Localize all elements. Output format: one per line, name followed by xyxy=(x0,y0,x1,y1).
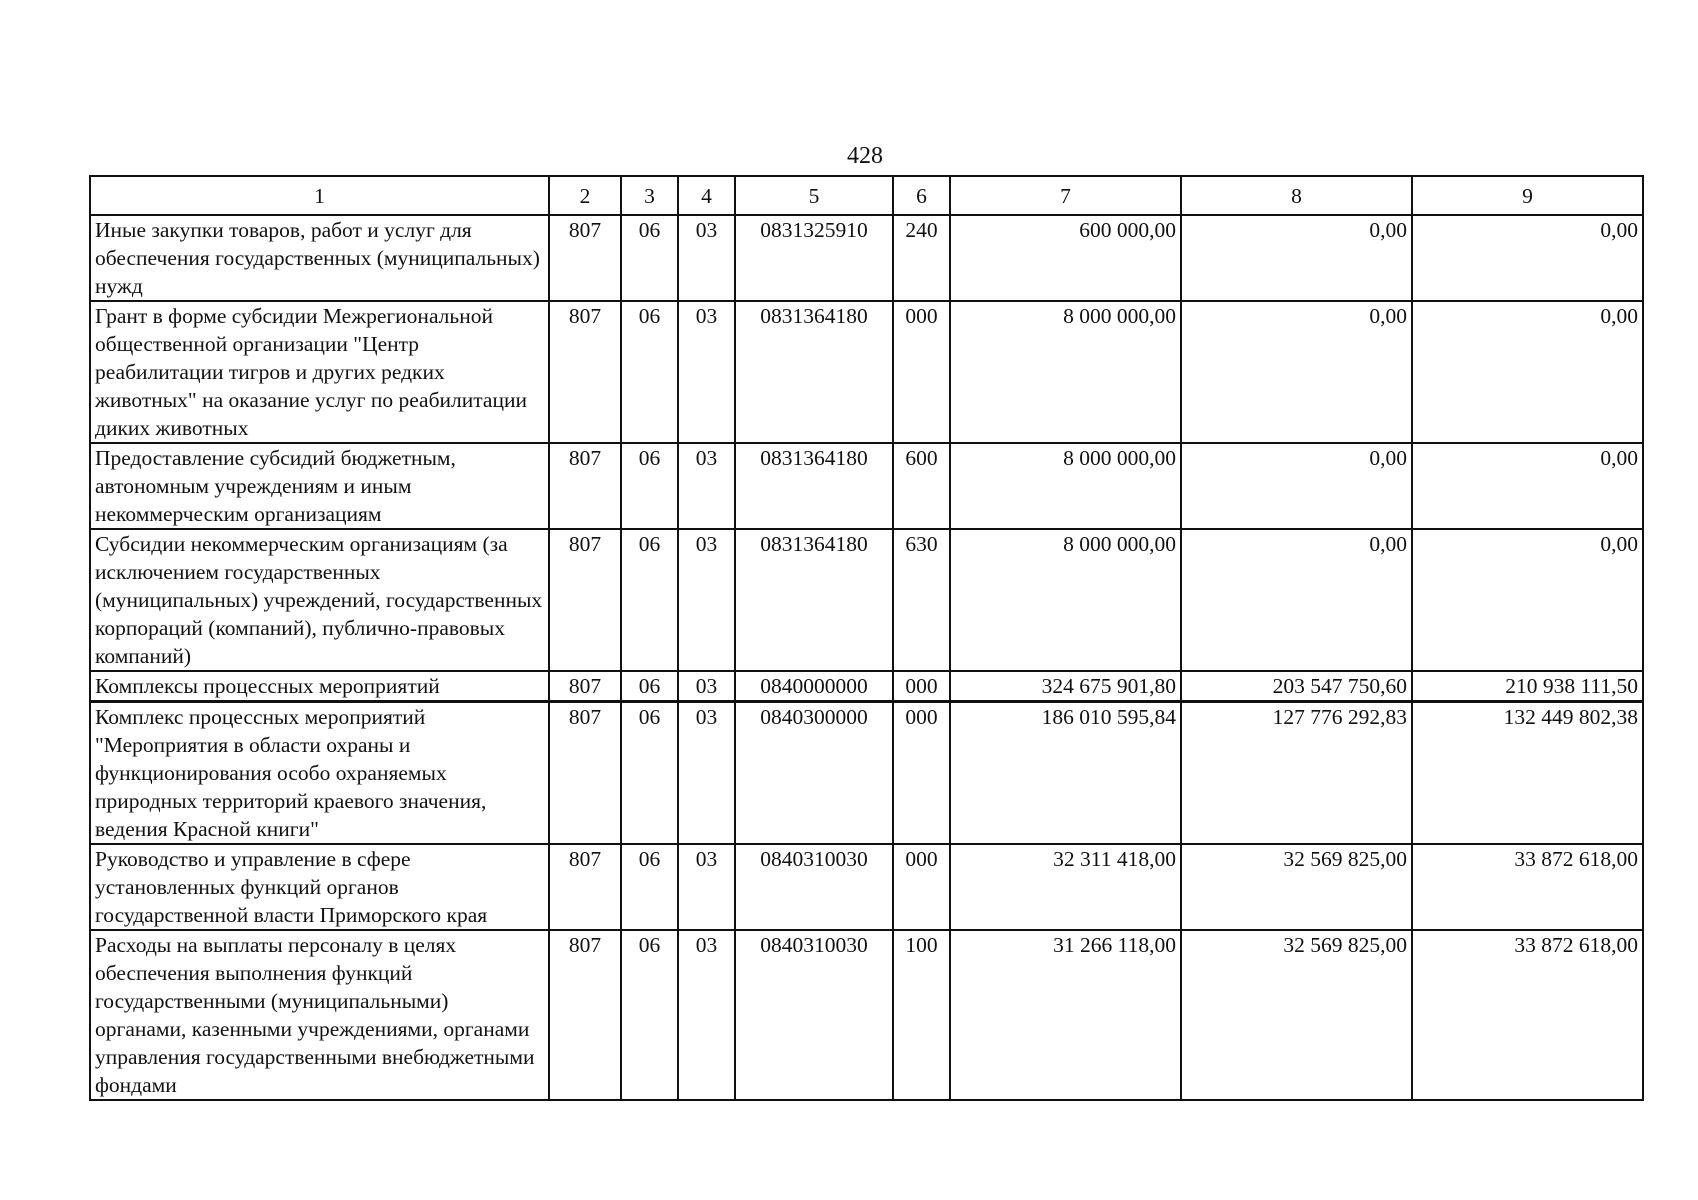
table-row xyxy=(90,529,1643,671)
row-code-4: 03 xyxy=(678,301,735,443)
row-amount-8: 0,00 xyxy=(1181,301,1412,443)
row-code-5: 0840000000 xyxy=(735,671,893,702)
row-code-4: 03 xyxy=(678,844,735,930)
column-header-7: 7 xyxy=(950,176,1181,215)
row-amount-9: 33 872 618,00 xyxy=(1412,930,1643,1100)
row-amount-8: 0,00 xyxy=(1181,443,1412,529)
row-name: Комплексы процессных мероприятий xyxy=(90,671,549,702)
row-amount-8: 203 547 750,60 xyxy=(1181,671,1412,702)
row-code-6: 000 xyxy=(893,702,950,845)
column-header-8: 8 xyxy=(1181,176,1412,215)
row-name: Грант в форме субсидии Межрегиональной общественной организации "Центр реабилитации тигров и других редких животных" на оказание услуг по реабилитации диких животных xyxy=(90,301,549,443)
row-code-4: 03 xyxy=(678,215,735,301)
header-row xyxy=(90,176,1643,215)
row-amount-8: 127 776 292,83 xyxy=(1181,702,1412,845)
row-code-5: 0840310030 xyxy=(735,930,893,1100)
row-code-6: 000 xyxy=(893,671,950,702)
row-code-6: 100 xyxy=(893,930,950,1100)
row-amount-9: 33 872 618,00 xyxy=(1412,844,1643,930)
row-code-3: 06 xyxy=(621,844,678,930)
row-code-5: 0831364180 xyxy=(735,301,893,443)
row-amount-8: 0,00 xyxy=(1181,529,1412,671)
row-code-4: 03 xyxy=(678,671,735,702)
row-amount-9: 132 449 802,38 xyxy=(1412,702,1643,845)
row-amount-8: 32 569 825,00 xyxy=(1181,844,1412,930)
row-code-3: 06 xyxy=(621,215,678,301)
table-row xyxy=(90,844,1643,930)
row-code-2: 807 xyxy=(549,529,621,671)
row-amount-8: 0,00 xyxy=(1181,215,1412,301)
row-code-3: 06 xyxy=(621,529,678,671)
row-amount-7: 600 000,00 xyxy=(950,215,1181,301)
row-code-4: 03 xyxy=(678,702,735,845)
column-header-1: 1 xyxy=(90,176,549,215)
row-code-2: 807 xyxy=(549,671,621,702)
row-amount-7: 8 000 000,00 xyxy=(950,301,1181,443)
row-code-6: 000 xyxy=(893,844,950,930)
row-amount-9: 0,00 xyxy=(1412,529,1643,671)
row-code-5: 0831364180 xyxy=(735,443,893,529)
row-name: Руководство и управление в сфере установленных функций органов государственной власти Приморского края xyxy=(90,844,549,930)
row-code-2: 807 xyxy=(549,844,621,930)
column-header-6: 6 xyxy=(893,176,950,215)
table-row xyxy=(90,702,1643,845)
column-header-5: 5 xyxy=(735,176,893,215)
page-number: 428 xyxy=(847,143,883,169)
row-amount-7: 32 311 418,00 xyxy=(950,844,1181,930)
row-name: Расходы на выплаты персоналу в целях обеспечения выполнения функций государственными (муниципальными) органами, казенными учреждениями, органами управления государственными внебюджетными фондами xyxy=(90,930,549,1100)
row-code-4: 03 xyxy=(678,930,735,1100)
column-header-3: 3 xyxy=(621,176,678,215)
row-code-4: 03 xyxy=(678,443,735,529)
row-code-2: 807 xyxy=(549,301,621,443)
row-code-5: 0831325910 xyxy=(735,215,893,301)
row-code-6: 000 xyxy=(893,301,950,443)
row-amount-9: 0,00 xyxy=(1412,301,1643,443)
row-code-6: 630 xyxy=(893,529,950,671)
budget-table xyxy=(89,175,1644,1101)
row-code-6: 600 xyxy=(893,443,950,529)
row-amount-7: 324 675 901,80 xyxy=(950,671,1181,702)
row-amount-9: 0,00 xyxy=(1412,215,1643,301)
row-code-3: 06 xyxy=(621,301,678,443)
row-code-3: 06 xyxy=(621,930,678,1100)
row-code-5: 0840310030 xyxy=(735,844,893,930)
row-code-2: 807 xyxy=(549,930,621,1100)
row-name: Субсидии некоммерческим организациям (за исключением государственных (муниципальных) учреждений, государственных корпораций (компаний), публично-правовых компаний) xyxy=(90,529,549,671)
row-amount-9: 0,00 xyxy=(1412,443,1643,529)
row-name: Иные закупки товаров, работ и услуг для обеспечения государственных (муниципальных) нужд xyxy=(90,215,549,301)
column-header-2: 2 xyxy=(549,176,621,215)
row-code-3: 06 xyxy=(621,702,678,845)
column-header-9: 9 xyxy=(1412,176,1643,215)
row-code-4: 03 xyxy=(678,529,735,671)
row-name: Предоставление субсидий бюджетным, автономным учреждениям и иным некоммерческим организациям xyxy=(90,443,549,529)
table-row xyxy=(90,301,1643,443)
row-code-3: 06 xyxy=(621,671,678,702)
column-header-4: 4 xyxy=(678,176,735,215)
row-code-2: 807 xyxy=(549,215,621,301)
row-code-5: 0840300000 xyxy=(735,702,893,845)
table-row xyxy=(90,930,1643,1100)
table-row xyxy=(90,671,1643,702)
row-amount-8: 32 569 825,00 xyxy=(1181,930,1412,1100)
row-amount-7: 8 000 000,00 xyxy=(950,443,1181,529)
row-amount-7: 31 266 118,00 xyxy=(950,930,1181,1100)
table-row xyxy=(90,215,1643,301)
row-code-2: 807 xyxy=(549,702,621,845)
row-amount-7: 186 010 595,84 xyxy=(950,702,1181,845)
row-amount-9: 210 938 111,50 xyxy=(1412,671,1643,702)
table-row xyxy=(90,443,1643,529)
row-code-6: 240 xyxy=(893,215,950,301)
row-amount-7: 8 000 000,00 xyxy=(950,529,1181,671)
row-name: Комплекс процессных мероприятий "Мероприятия в области охраны и функционирования особо охраняемых природных территорий краевого значения, ведения Красной книги" xyxy=(90,702,549,845)
row-code-5: 0831364180 xyxy=(735,529,893,671)
row-code-2: 807 xyxy=(549,443,621,529)
row-code-3: 06 xyxy=(621,443,678,529)
